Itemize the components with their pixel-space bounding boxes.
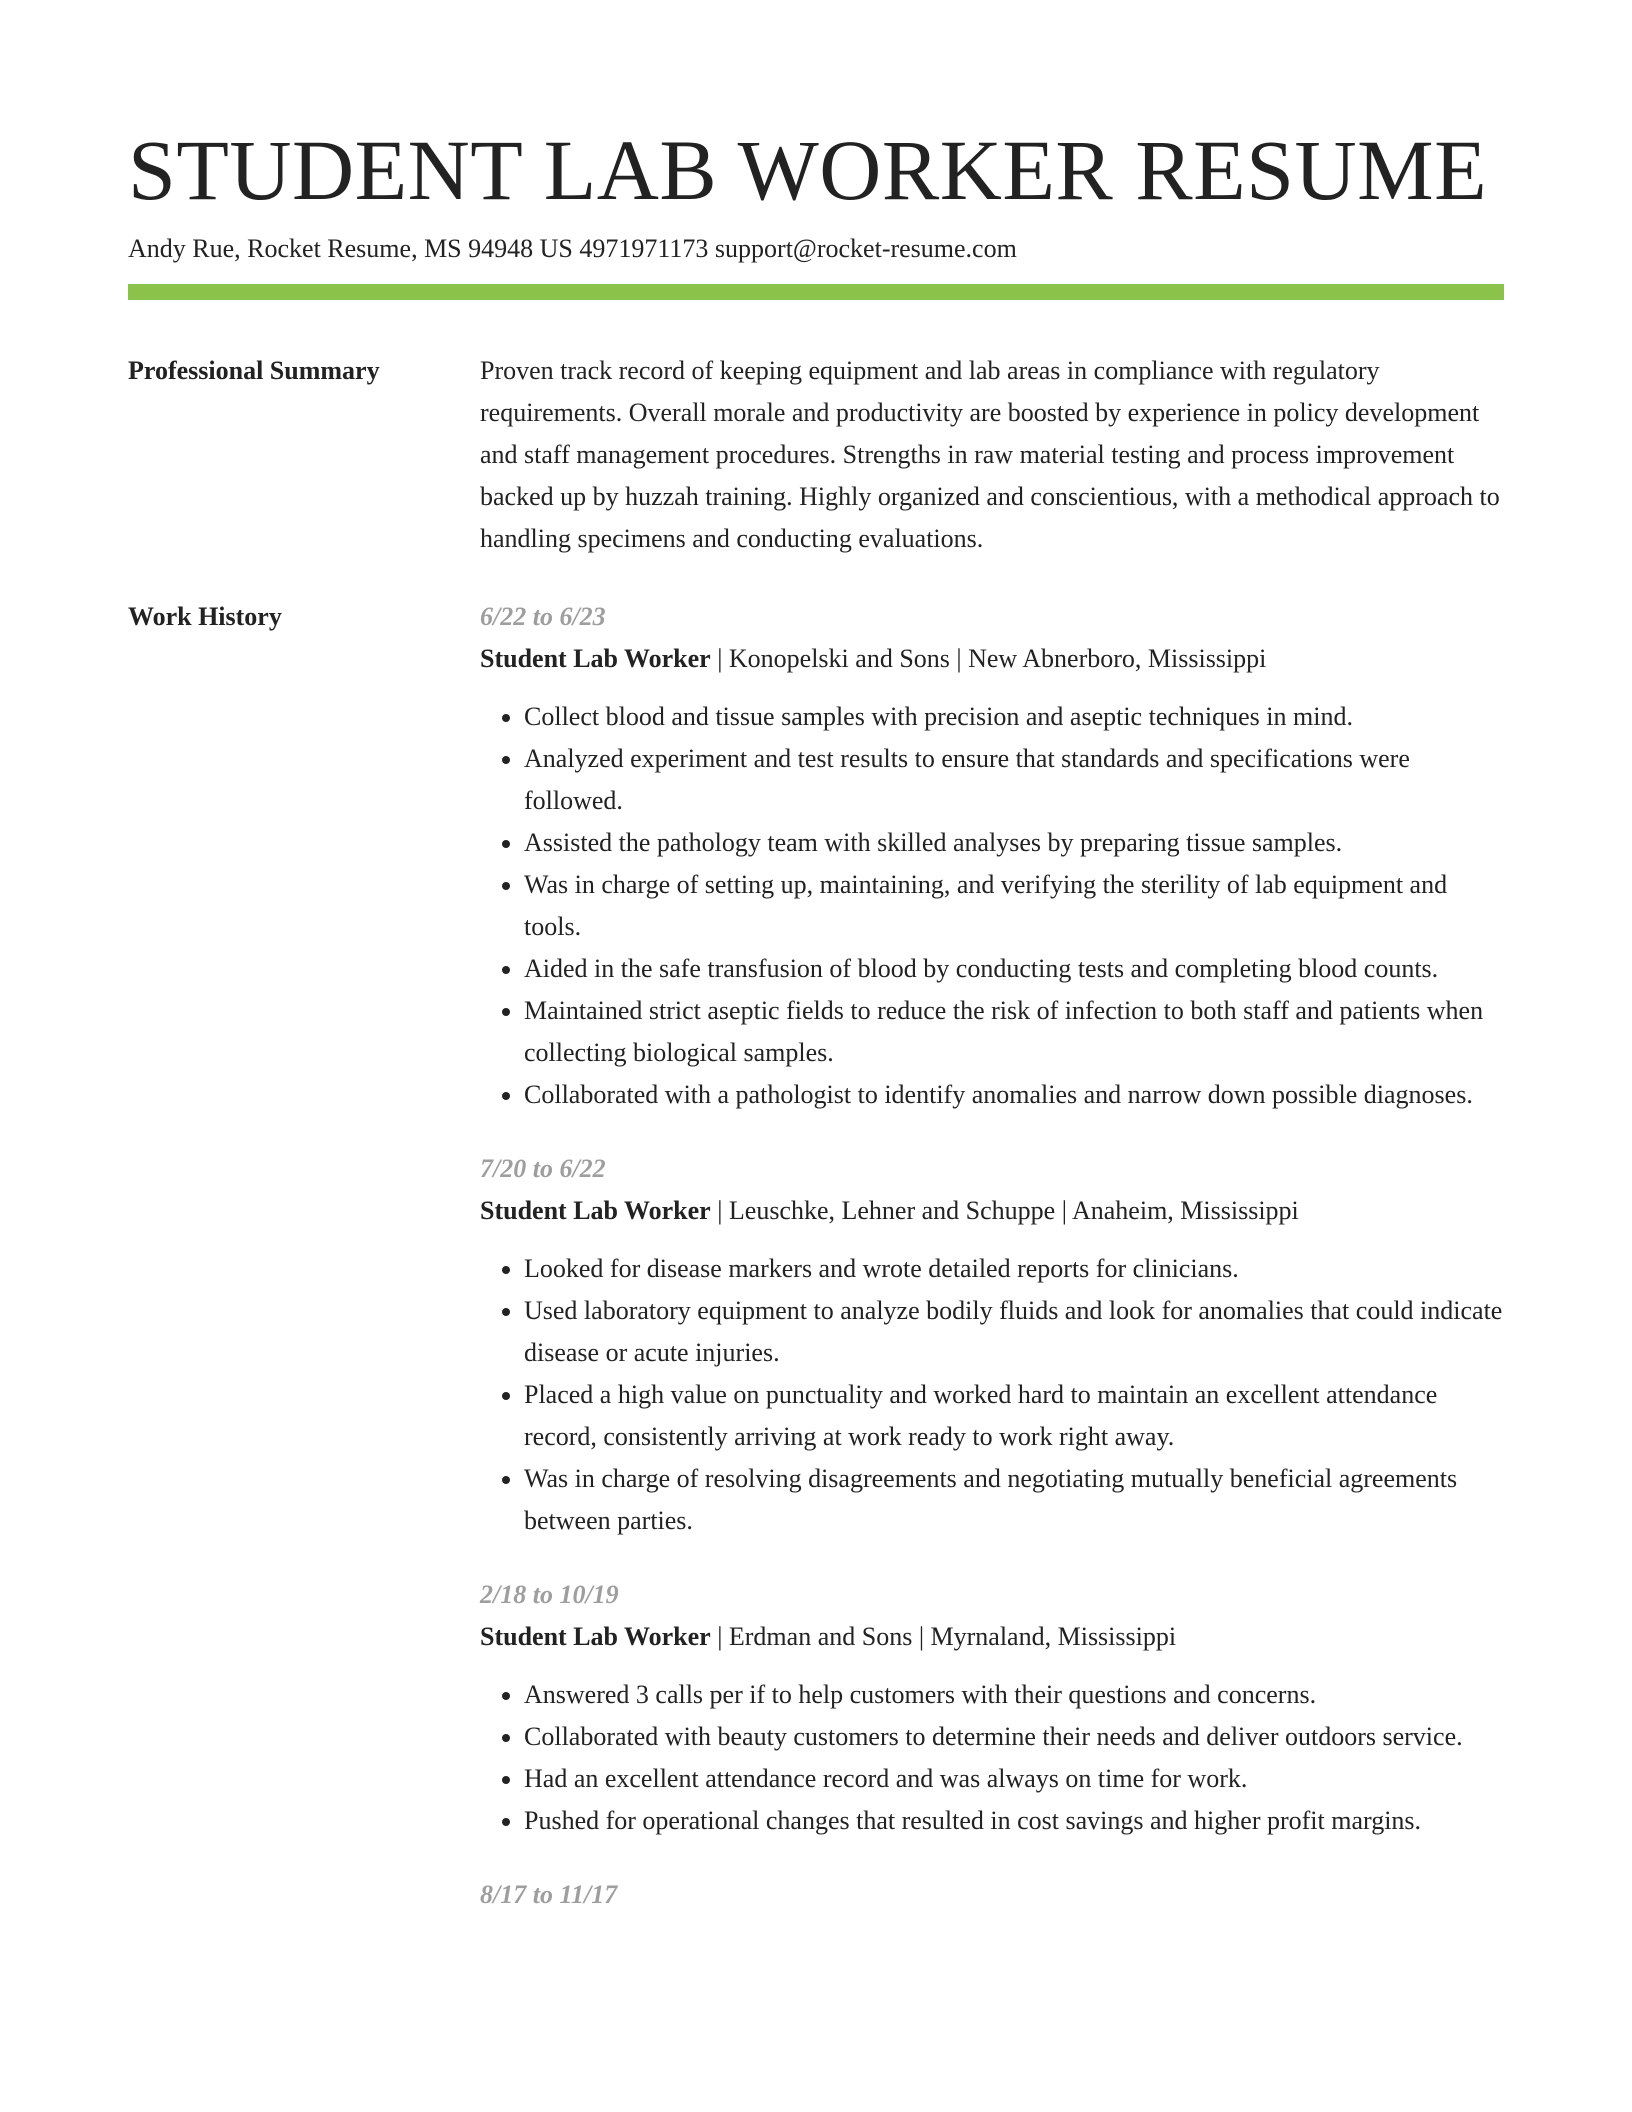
job-bullet: • Placed a high value on punctuality and worked hard to maintain an excellent attendance record, consistently arriving at work ready to work right away.: [524, 1374, 1504, 1458]
job-bullet-list: [480, 1674, 1504, 1842]
resume-title: STUDENT LAB WORKER RESUME: [128, 122, 1488, 218]
job-bullet: • Aided in the safe transfusion of blood by conducting tests and completing blood counts.: [524, 948, 1504, 990]
job-bullet: • Was in charge of resolving disagreements and negotiating mutually beneficial agreements between parties.: [524, 1458, 1504, 1542]
job-bullet: • Analyzed experiment and test results to ensure that standards and specifications were followed.: [524, 738, 1504, 822]
job-entry: [480, 1574, 1504, 1842]
header-divider: [128, 284, 1504, 300]
job-entry: [480, 1874, 1504, 1916]
contact-line: Andy Rue, Rocket Resume, MS 94948 US 4971971173 support@rocket-resume.com: [128, 234, 1017, 263]
job-employer-location: | Erdman and Sons | Myrnaland, Mississippi: [710, 1622, 1177, 1651]
job-bullet: • Looked for disease markers and wrote detailed reports for clinicians.: [524, 1248, 1504, 1290]
job-bullet: • Collaborated with beauty customers to determine their needs and deliver outdoors service.: [524, 1716, 1504, 1758]
summary-text: Proven track record of keeping equipment and lab areas in compliance with regulatory requirements. Overall morale and productivity are boosted by experience in policy development and staff management procedures. Strengths in raw material testing and process improvement backed up by huzzah training. Highly organized and conscientious, with a methodical approach to handling specimens and conducting evaluations.: [480, 356, 1500, 553]
resume-page: [128, 118, 1504, 1948]
job-bullet-list: [480, 1248, 1504, 1542]
section-label-summary: Professional Summary: [128, 356, 380, 385]
job-bullet-list: [480, 696, 1504, 1116]
section-label-work-history: Work History: [128, 602, 282, 631]
job-bullet: • Maintained strict aseptic fields to reduce the risk of infection to both staff and patients when collecting biological samples.: [524, 990, 1504, 1074]
job-title: Student Lab Worker: [480, 1196, 711, 1225]
job-bullet: • Had an excellent attendance record and was always on time for work.: [524, 1758, 1504, 1800]
work-history-section: [128, 596, 1504, 1948]
job-dates: 2/18 to 10/19: [480, 1580, 619, 1609]
job-title: Student Lab Worker: [480, 644, 711, 673]
job-bullet: • Was in charge of setting up, maintaining, and verifying the sterility of lab equipment and tools.: [524, 864, 1504, 948]
job-heading: [480, 1616, 1504, 1658]
professional-summary-section: [128, 350, 1504, 560]
job-bullet: • Pushed for operational changes that resulted in cost savings and higher profit margins.: [524, 1800, 1504, 1842]
job-employer-location: | Leuschke, Lehner and Schuppe | Anaheim, Mississippi: [710, 1196, 1299, 1225]
job-entry: [480, 1148, 1504, 1542]
job-heading: [480, 1190, 1504, 1232]
job-bullet: • Collaborated with a pathologist to identify anomalies and narrow down possible diagnoses.: [524, 1074, 1504, 1116]
job-dates: 8/17 to 11/17: [480, 1880, 618, 1909]
work-history-list: [480, 596, 1504, 1948]
job-bullet: • Answered 3 calls per if to help customers with their questions and concerns.: [524, 1674, 1504, 1716]
job-dates: 6/22 to 6/23: [480, 602, 606, 631]
job-dates: 7/20 to 6/22: [480, 1154, 606, 1183]
job-bullet: • Assisted the pathology team with skilled analyses by preparing tissue samples.: [524, 822, 1504, 864]
job-entry: [480, 596, 1504, 1116]
job-employer-location: | Konopelski and Sons | New Abnerboro, Mississippi: [710, 644, 1267, 673]
job-bullet: • Used laboratory equipment to analyze bodily fluids and look for anomalies that could indicate disease or acute injuries.: [524, 1290, 1504, 1374]
job-title: Student Lab Worker: [480, 1622, 711, 1651]
job-heading: [480, 638, 1504, 680]
summary-body: [480, 350, 1504, 560]
job-bullet: • Collect blood and tissue samples with precision and aseptic techniques in mind.: [524, 696, 1504, 738]
